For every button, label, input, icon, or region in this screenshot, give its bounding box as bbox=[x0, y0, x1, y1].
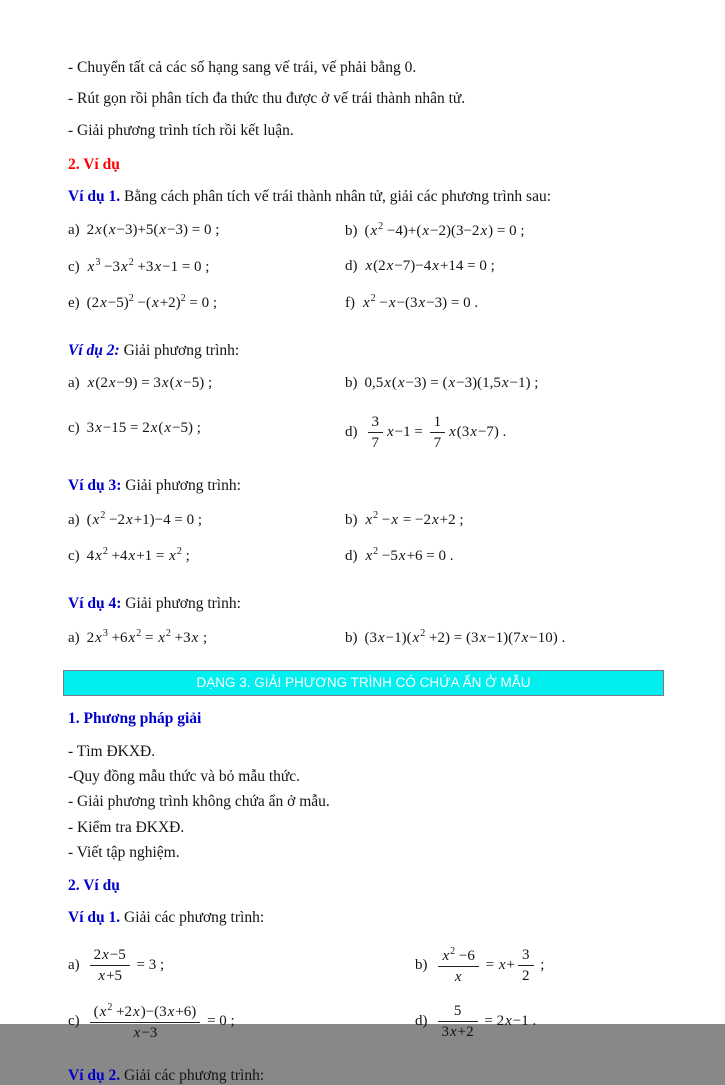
equation-item bbox=[345, 510, 665, 529]
equation-item bbox=[68, 257, 345, 276]
equation-math: $\frac{3}{7}$ x−1 = $\frac{1}{7}$ x(3x−7) . bbox=[365, 424, 507, 440]
equation-math: x(2x−7)−4x+14 = 0 ; bbox=[365, 258, 495, 275]
examples-factoring bbox=[68, 188, 665, 664]
equation-label: b) bbox=[345, 375, 358, 392]
equation-item bbox=[68, 222, 345, 239]
method-line: - Kiểm tra ĐKXĐ. bbox=[68, 818, 185, 836]
equation-item bbox=[68, 546, 345, 565]
equation-math: $2x^3 +6x^2 = x^2 +3x$ ; bbox=[86, 628, 208, 647]
equation-math: $\frac{x^2 -6}{x}$ = x+ $\frac{3}{2}$ ; bbox=[435, 957, 545, 973]
example-label: Ví dụ 1. bbox=[68, 908, 121, 926]
example-heading bbox=[68, 188, 665, 206]
equation-item bbox=[68, 1002, 415, 1042]
equation-math: x(2x−9) = 3x(x−5) ; bbox=[87, 375, 213, 392]
example-label: Ví dụ 3: bbox=[68, 477, 122, 495]
dang3-banner bbox=[63, 670, 664, 696]
examples-dang3 bbox=[68, 909, 665, 1085]
method-line: - Giải phương trình không chứa ẩn ở mẫu. bbox=[68, 793, 330, 811]
equation-label: a) bbox=[68, 630, 80, 647]
fraction: $\frac{3}{7}$ bbox=[368, 413, 384, 452]
equation-math: 0,5x(x−3) = (x−3)(1,5x−1) ; bbox=[364, 375, 539, 392]
equation-label: a) bbox=[68, 222, 80, 239]
equation-label: b) bbox=[345, 223, 358, 240]
method-line: - Chuyển tất cả các số hạng sang vế trái, vế phải bằng 0. bbox=[68, 59, 417, 76]
equation-math: $(x^2 -4)+(x-2)(3-2x) = 0$ ; bbox=[364, 221, 525, 240]
example-label: Ví dụ 2. bbox=[68, 1066, 121, 1084]
equation-label: d) bbox=[345, 258, 358, 275]
example-label: Ví dụ 1. bbox=[68, 188, 121, 206]
equation-math: 3x−15 = 2x(x−5) ; bbox=[86, 419, 201, 436]
equation-item bbox=[68, 946, 415, 985]
equation-label: b) bbox=[345, 630, 358, 647]
method-line: - Viết tập nghiệm. bbox=[68, 843, 180, 861]
equation-grid bbox=[68, 375, 665, 464]
example-heading bbox=[68, 1067, 665, 1085]
equation-label: a) bbox=[68, 957, 80, 974]
fraction: $\frac{2x-5}{x+5}$ bbox=[90, 946, 130, 985]
equation-item bbox=[68, 628, 345, 647]
dang3-method-heading: 1. Phương pháp giải bbox=[68, 710, 202, 728]
examples-section-heading: 2. Ví dụ bbox=[68, 156, 120, 174]
equation-grid bbox=[68, 628, 665, 664]
dang3-banner-title: DẠNG 3. GIẢI PHƯƠNG TRÌNH CÓ CHỨA ẨN Ở MẪU bbox=[196, 675, 531, 691]
method-line: - Giải phương trình tích rồi kết luận. bbox=[68, 121, 294, 139]
fraction: $\frac{x^2 -6}{x}$ bbox=[438, 946, 479, 986]
equation-math: $\frac{(x^2 +2x)-(3x+6)}{x-3}$ = 0 ; bbox=[87, 1013, 235, 1029]
example-label: Ví dụ 4: bbox=[68, 595, 122, 613]
method-list-factoring bbox=[68, 58, 665, 140]
equation-label: b) bbox=[345, 512, 358, 529]
equation-math: $\frac{5}{3x+2}$ = 2x−1 . bbox=[435, 1013, 537, 1029]
example-text: Giải các phương trình: bbox=[120, 908, 265, 926]
example-text: Giải phương trình: bbox=[121, 477, 241, 495]
fraction: $\frac{5}{3x+2}$ bbox=[438, 1002, 478, 1041]
equation-label: f) bbox=[345, 295, 355, 312]
fraction: $\frac{1}{7}$ bbox=[430, 413, 446, 452]
example-text: Giải các phương trình: bbox=[120, 1066, 265, 1084]
equation-item bbox=[345, 293, 665, 312]
method-line: - Tìm ĐKXĐ. bbox=[68, 743, 156, 761]
example-text: Giải phương trình: bbox=[119, 342, 240, 360]
equation-label: b) bbox=[415, 957, 428, 974]
equation-math: $(3x-1)(x^2 +2) = (3x-1)(7x-10)$ . bbox=[364, 628, 566, 647]
example-heading bbox=[68, 909, 665, 927]
equation-item bbox=[415, 1002, 665, 1041]
equation-math: 2x(x−3)+5(x−3) = 0 ; bbox=[86, 222, 220, 239]
equation-grid bbox=[68, 221, 665, 329]
equation-label: d) bbox=[345, 424, 358, 441]
equation-label: a) bbox=[68, 375, 80, 392]
equation-label: d) bbox=[415, 1013, 428, 1030]
equation-math: $4x^2 +4x+1 = x^2$ ; bbox=[86, 546, 190, 565]
dang3-examples-heading: 2. Ví dụ bbox=[68, 876, 120, 894]
equation-item bbox=[345, 628, 665, 647]
equation-item bbox=[415, 946, 665, 986]
equation-grid bbox=[68, 510, 665, 582]
equation-item bbox=[345, 258, 665, 275]
example-label: Ví dụ 2: bbox=[68, 342, 120, 360]
equation-math: $x^3 -3x^2 +3x-1 = 0$ ; bbox=[87, 257, 210, 276]
equation-item bbox=[68, 510, 345, 529]
equation-label: c) bbox=[68, 259, 80, 276]
equation-math: $x^2 -x = -2x+2$ ; bbox=[365, 510, 464, 529]
equation-label: e) bbox=[68, 295, 80, 312]
equation-math: $x^2 -5x+6 = 0$ . bbox=[365, 546, 454, 565]
fraction: $\frac{(x^2 +2x)-(3x+6)}{x-3}$ bbox=[90, 1002, 201, 1042]
fraction: $\frac{3}{2}$ bbox=[518, 946, 534, 985]
example-heading bbox=[68, 595, 665, 613]
equation-item bbox=[345, 413, 665, 452]
method-list-dang3 bbox=[68, 742, 665, 863]
example-text: Giải phương trình: bbox=[121, 595, 241, 613]
equation-item bbox=[345, 221, 665, 240]
equation-math: $x^2 -x-(3x-3) = 0$ . bbox=[363, 293, 479, 312]
equation-label: c) bbox=[68, 1013, 80, 1030]
equation-item bbox=[68, 420, 345, 437]
example-heading bbox=[68, 477, 665, 495]
equation-math: $\frac{2x-5}{x+5}$ = 3 ; bbox=[87, 957, 165, 973]
equation-item bbox=[68, 375, 345, 392]
equation-label: c) bbox=[68, 419, 80, 436]
equation-math: $(x^2 -2x+1)-4 = 0$ ; bbox=[86, 510, 203, 529]
equation-label: c) bbox=[68, 548, 80, 565]
equation-math: $(2x-5)^2 -(x+2)^2 = 0$ ; bbox=[86, 293, 218, 312]
method-line: -Quy đồng mẫu thức và bỏ mẫu thức. bbox=[68, 768, 301, 786]
example-text: Bằng cách phân tích vế trái thành nhân tử, giải các phương trình sau: bbox=[120, 188, 552, 206]
equation-grid bbox=[68, 942, 665, 1054]
equation-item bbox=[68, 293, 345, 312]
method-line: - Rút gọn rồi phân tích đa thức thu được ở vế trái thành nhân tử. bbox=[68, 90, 466, 108]
example-heading bbox=[68, 342, 665, 360]
equation-item bbox=[345, 375, 665, 392]
equation-label: d) bbox=[345, 548, 358, 565]
equation-item bbox=[345, 546, 665, 565]
equation-label: a) bbox=[68, 512, 80, 529]
